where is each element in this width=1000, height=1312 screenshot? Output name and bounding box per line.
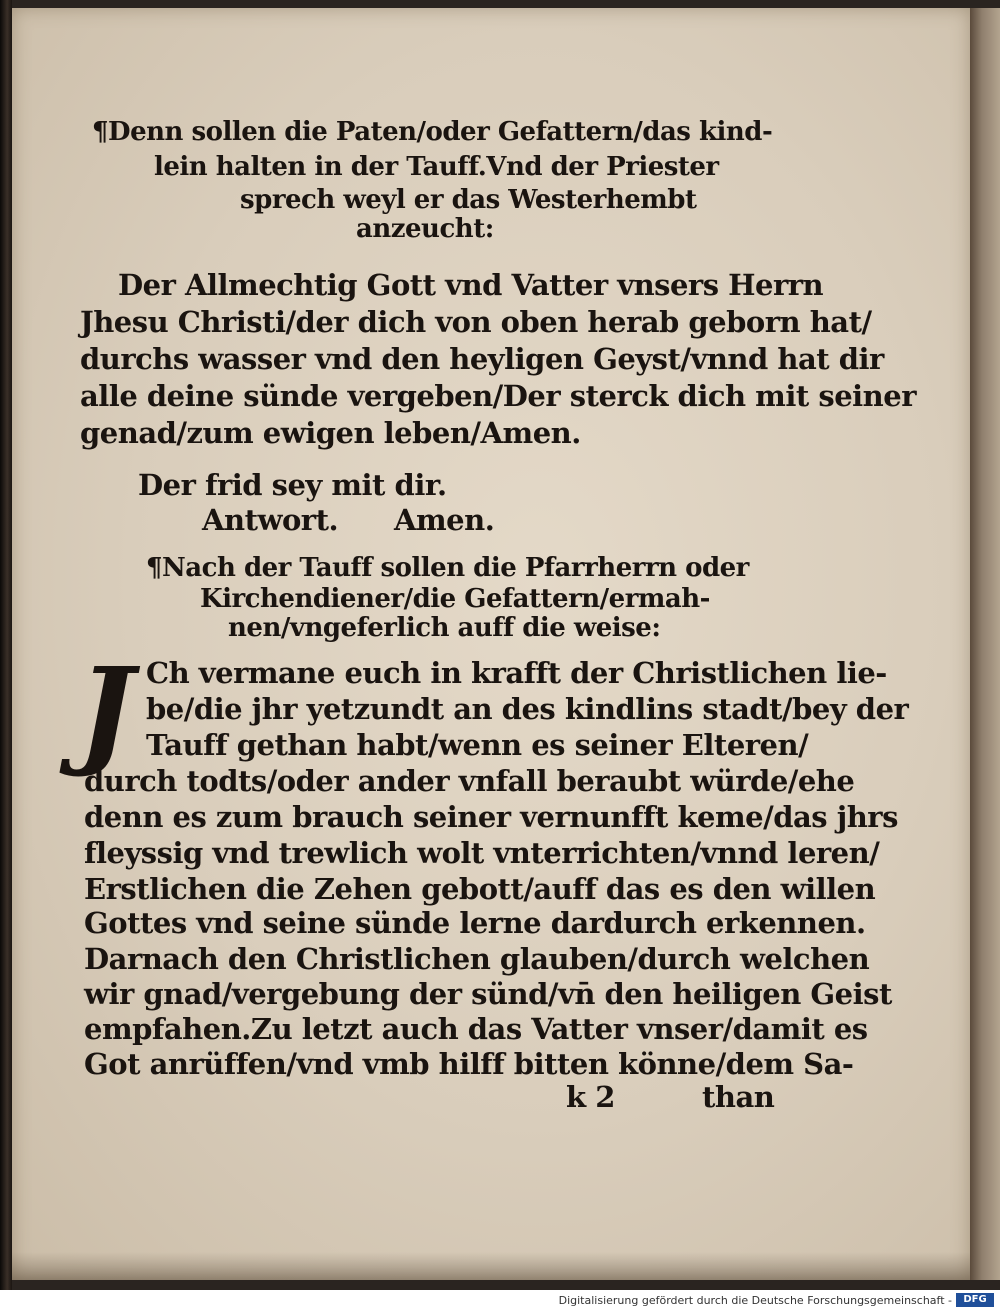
heading1-line1: ¶Denn sollen die Paten/oder Gefattern/das kind-: [92, 117, 773, 147]
dfg-logo: DFG: [956, 1293, 994, 1307]
heading2-line3: nen/vngeferlich auff die weise:: [228, 613, 661, 643]
footer-credit: Digitalisierung gefördert durch die Deutsche Forschungsgemeinschaft -: [558, 1294, 952, 1307]
paragraph2-line7: Erstlichen die Zehen gebott/auff das es den willen: [84, 872, 876, 906]
paragraph2-line3: Tauff gethan habt/wenn es seiner Elteren/: [146, 728, 809, 762]
heading2-line1: ¶Nach der Tauff sollen die Pfarrherrn oder: [146, 553, 749, 583]
page-edge-shadow: [970, 8, 1000, 1280]
paragraph1-line3: durchs wasser vnd den heyligen Geyst/vnnd hat dir: [80, 342, 884, 376]
answer-text: Amen.: [394, 503, 495, 537]
paragraph2-line1: Ch vermane euch in krafft der Christlichen lie-: [146, 656, 887, 690]
paragraph2-line4: durch todts/oder ander vnfall beraubt würde/ehe: [84, 764, 855, 798]
answer-label: Antwort.: [202, 503, 339, 537]
paragraph1-line5: genad/zum ewigen leben/Amen.: [80, 416, 581, 450]
heading1-line4: anzeucht:: [356, 214, 494, 244]
paragraph1-line4: alle deine sünde vergeben/Der sterck dich mit seiner: [80, 379, 916, 413]
paragraph2-line9: Darnach den Christlichen glauben/durch welchen: [84, 942, 870, 976]
book-spine-edge: [0, 0, 12, 1290]
drop-cap-initial: J: [78, 641, 134, 780]
peace-line: Der frid sey mit dir.: [138, 468, 447, 502]
heading1-line2: lein halten in der Tauff.Vnd der Priester: [154, 152, 719, 182]
heading2-line2: Kirchendiener/die Gefattern/ermah-: [200, 584, 710, 614]
paragraph2-line11: empfahen.Zu letzt auch das Vatter vnser/damit es: [84, 1012, 868, 1046]
heading1-line3: sprech weyl er das Westerhembt: [240, 185, 697, 215]
paragraph2-line8: Gottes vnd seine sünde lerne dardurch erkennen.: [84, 906, 866, 940]
catchword: than: [702, 1080, 775, 1114]
paragraph1-line2: Jhesu Christi/der dich von oben herab geborn hat/: [80, 305, 872, 339]
paragraph2-line6: fleyssig vnd trewlich wolt vnterrichten/vnnd leren/: [84, 836, 880, 870]
paragraph2-line12: Got anrüffen/vnd vmb hilff bitten könne/dem Sa-: [84, 1047, 854, 1081]
footer-bar: [0, 1290, 1000, 1312]
paragraph2-line2: be/die jhr yetzundt an des kindlins stadt/bey der: [146, 692, 909, 726]
paragraph2-line10: wir gnad/vergebung der sünd/vn̄ den heiligen Geist: [84, 977, 892, 1011]
paragraph1-line1: Der Allmechtig Gott vnd Vatter vnsers Herrn: [118, 268, 824, 302]
page-bottom-shading: [12, 1252, 970, 1280]
paragraph2-line5: denn es zum brauch seiner vernunfft keme/das jhrs: [84, 800, 898, 834]
signature-mark: k 2: [566, 1080, 615, 1114]
